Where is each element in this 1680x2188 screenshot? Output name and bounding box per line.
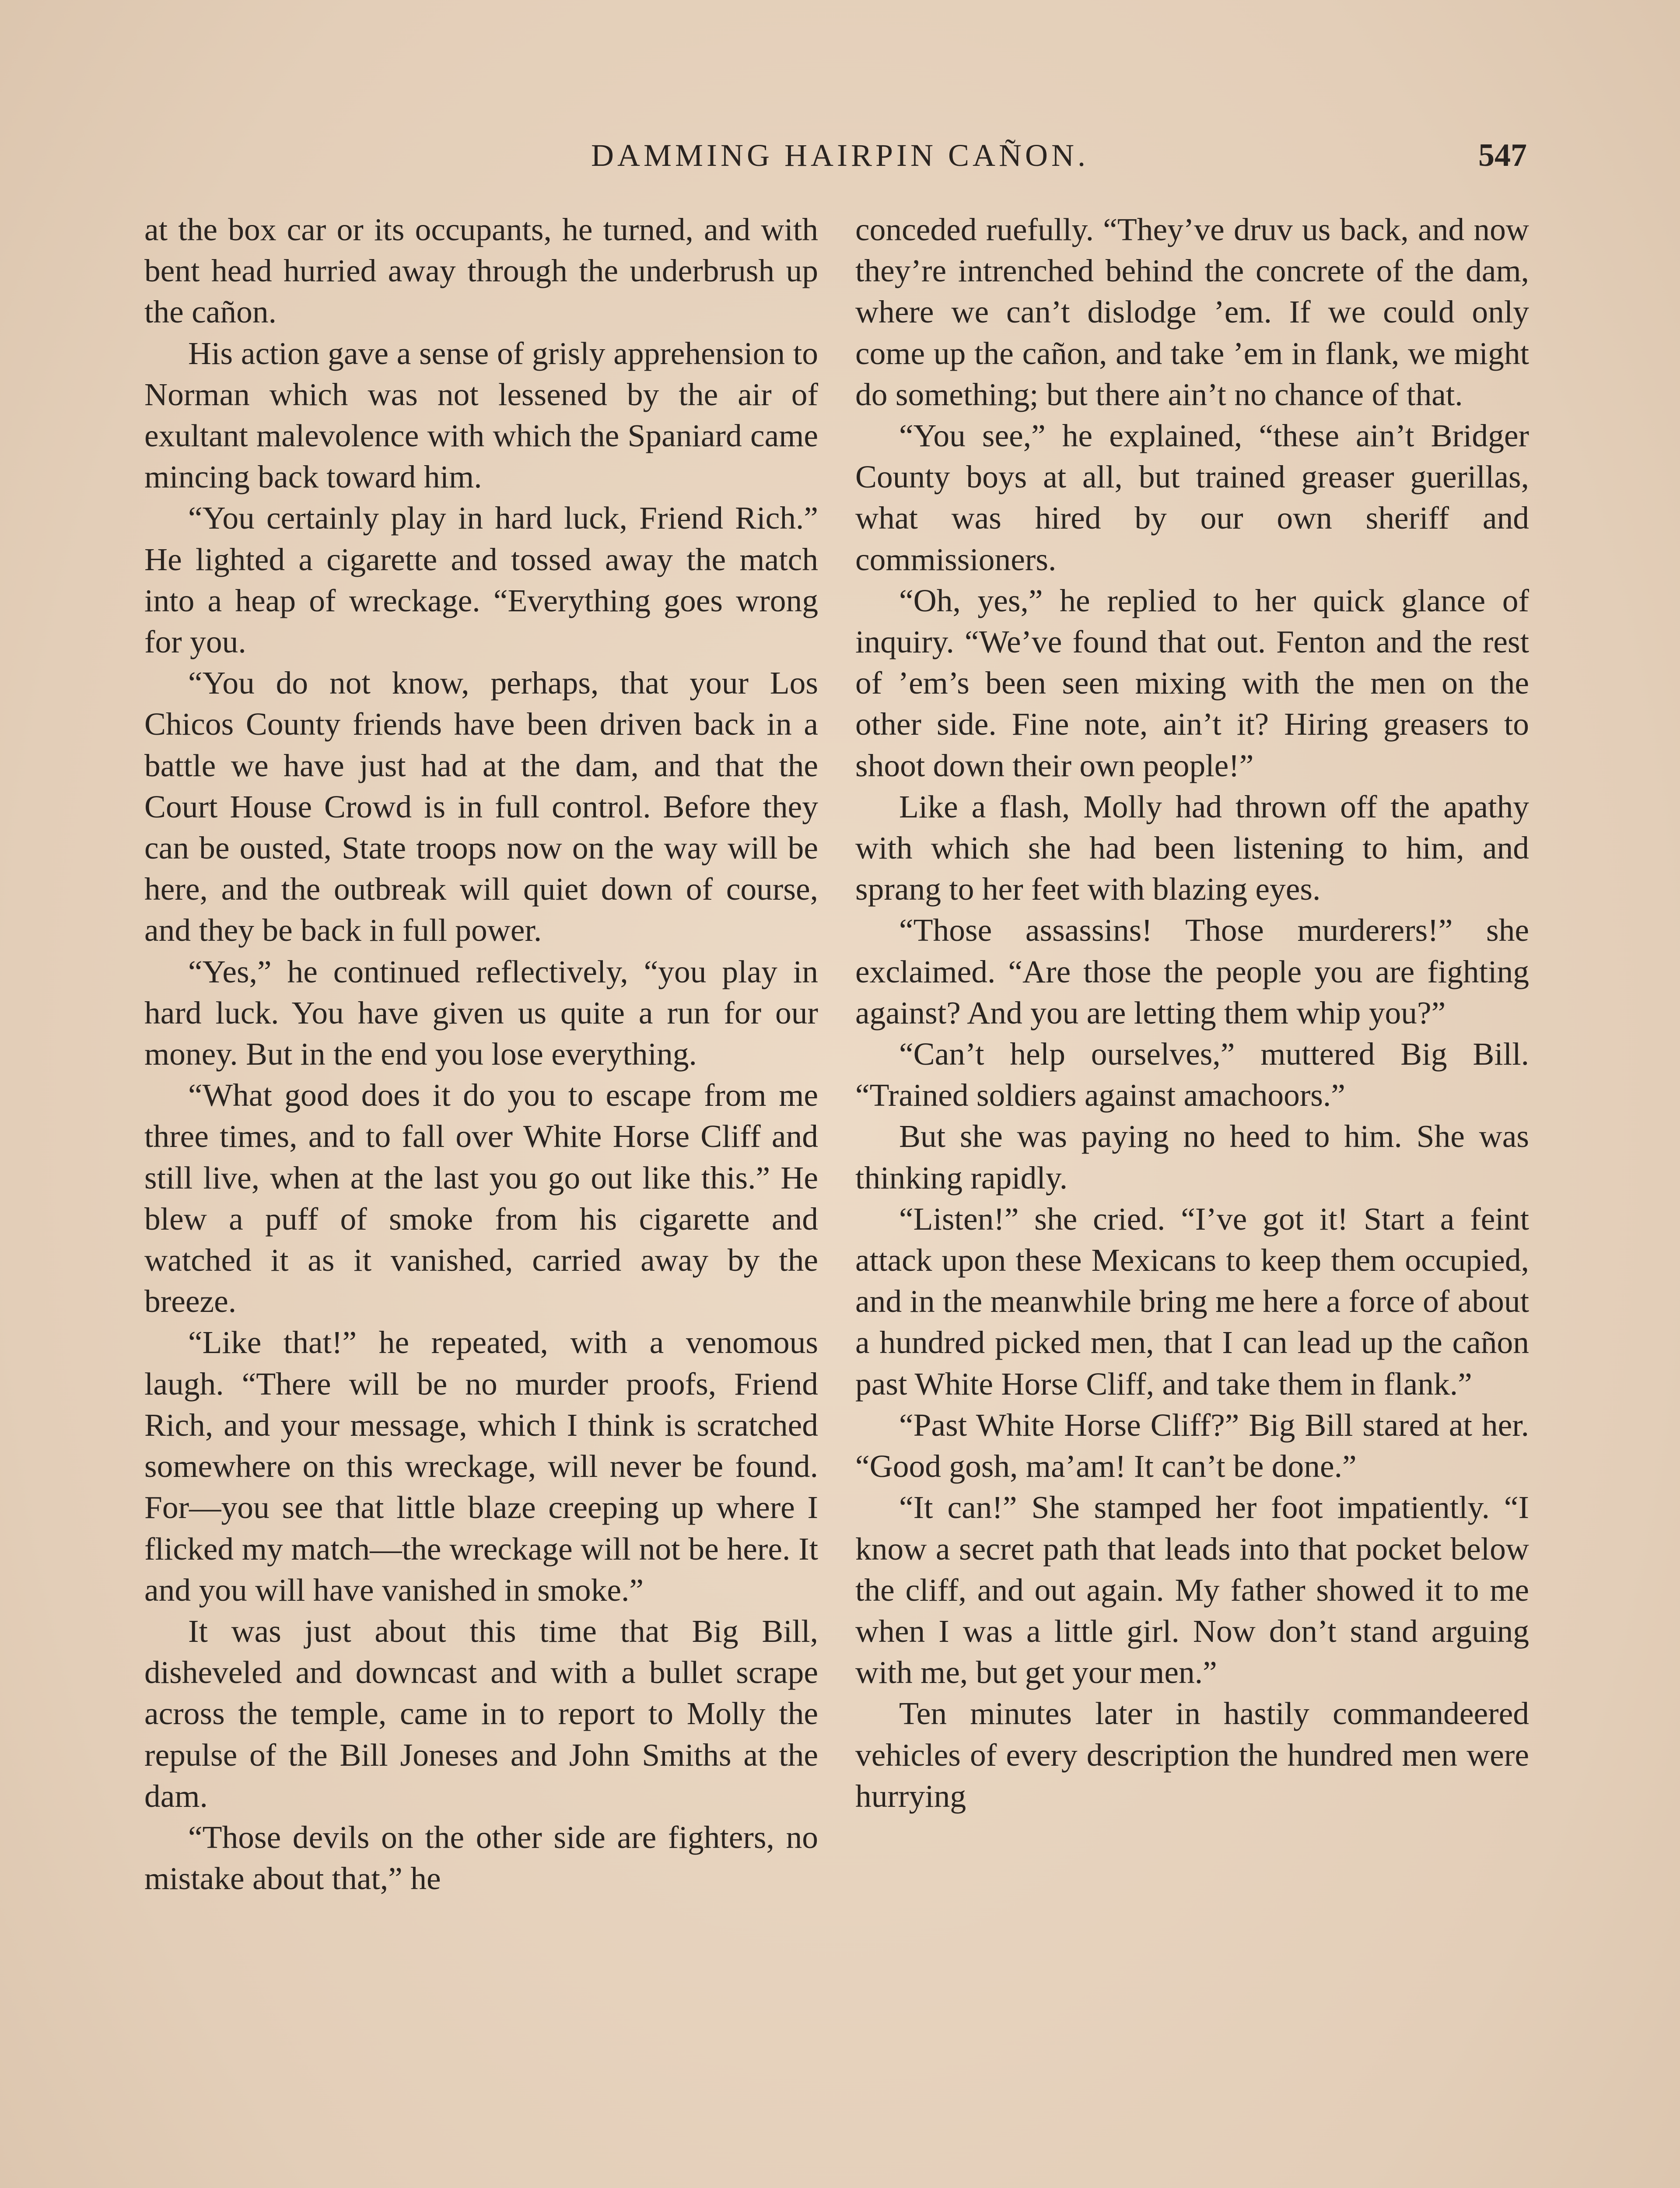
paragraph: “What good does it do you to escape from me three times, and to fall over White Horse Cliff and still live, when at the last you go out like this.” He blew a puff of smoke from his cigarette and watched it as it vanished, carried away by the breeze. <box>144 1077 818 1319</box>
paragraph: “Like that!” he repeated, with a venomous laugh. “There will be no murder proofs, Friend Rich, and your message, which I think is scratched somewhere on this wreckage, will never be found. For—you see that little blaze creeping up where I flicked my match—the wreckage will not be here. It and you will have vanished in smoke.” <box>144 1325 818 1608</box>
paragraph: at the box car or its occupants, he turned, and with bent head hurried away through the underbrush up the cañon. <box>144 212 818 330</box>
paragraph: “It can!” She stamped her foot impatiently. “I know a secret path that leads into that pocket below the cliff, and out again. My father showed it to me when I was a little girl. Now don’t stand arguing with me, but get your men.” <box>855 1490 1529 1690</box>
running-header <box>144 131 1536 179</box>
right-column <box>855 209 1529 1817</box>
paragraph: “Those assassins! Those murderers!” she exclaimed. “Are those the people you are fighting against? And you are letting them whip you?” <box>855 912 1529 1031</box>
paragraph: Like a flash, Molly had thrown off the apathy with which she had been listening to him, and sprang to her feet with blazing eyes. <box>855 789 1529 907</box>
paragraph: conceded ruefully. “They’ve druv us back, and now they’re intrenched behind the concrete of the dam, where we can’t dislodge ’em. If we could only come up the cañon, and take ’em in flank, we might do something; but there ain’t no chance of that. <box>855 212 1529 412</box>
paragraph: “You certainly play in hard luck, Friend Rich.” He lighted a cigarette and tossed away the match into a heap of wreckage. “Everything goes wrong for you. <box>144 500 818 660</box>
paragraph: “You see,” he explained, “these ain’t Bridger County boys at all, but trained greaser guerillas, what was hired by our own sheriff and commissioners. <box>855 418 1529 577</box>
paragraph: “Past White Horse Cliff?” Big Bill stared at her. “Good gosh, ma’am! It can’t be done.” <box>855 1407 1529 1484</box>
paragraph: “Yes,” he continued reflectively, “you play in hard luck. You have given us quite a run for our money. But in the end you lose everything. <box>144 954 818 1072</box>
paragraph: “Oh, yes,” he replied to her quick glance of inquiry. “We’ve found that out. Fenton and the rest of ’em’s been seen mixing with the men on the other side. Fine note, ain’t it? Hiring greasers to shoot down their own people!” <box>855 582 1529 783</box>
paragraph: But she was paying no heed to him. She was thinking rapidly. <box>855 1119 1529 1196</box>
paragraph: Ten minutes later in hastily commandeered vehicles of every description the hundred men were hurrying <box>855 1696 1529 1814</box>
paragraph: “Listen!” she cried. “I’ve got it! Start a feint attack upon these Mexicans to keep them occupied, and in the meanwhile bring me here a force of about a hundred picked men, that I can lead up the cañon past White Horse Cliff, and take them in flank.” <box>855 1201 1529 1402</box>
page-title: DAMMING HAIRPIN CAÑON. <box>591 138 1089 173</box>
paragraph: His action gave a sense of grisly apprehension to Norman which was not lessened by the air of exultant malevolence with which the Spaniard came mincing back toward him. <box>144 335 818 495</box>
paragraph: It was just about this time that Big Bill, disheveled and downcast and with a bullet scrape across the temple, came in to report to Molly the repulse of the Bill Joneses and John Smiths at the dam. <box>144 1613 818 1814</box>
paragraph: “Can’t help ourselves,” muttered Big Bill. “Trained soldiers against amachoors.” <box>855 1036 1529 1113</box>
paragraph: “You do not know, perhaps, that your Los Chicos County friends have been driven back in a battle we have just had at the dam, and that the Court House Crowd is in full control. Before they can be ousted, State troops now on the way will be here, and the outbreak will quiet down of course, and they be back in full power. <box>144 665 818 948</box>
paragraph: “Those devils on the other side are fighters, no mistake about that,” he <box>144 1819 818 1897</box>
page-number: 547 <box>1478 137 1527 173</box>
left-column <box>144 209 818 1899</box>
